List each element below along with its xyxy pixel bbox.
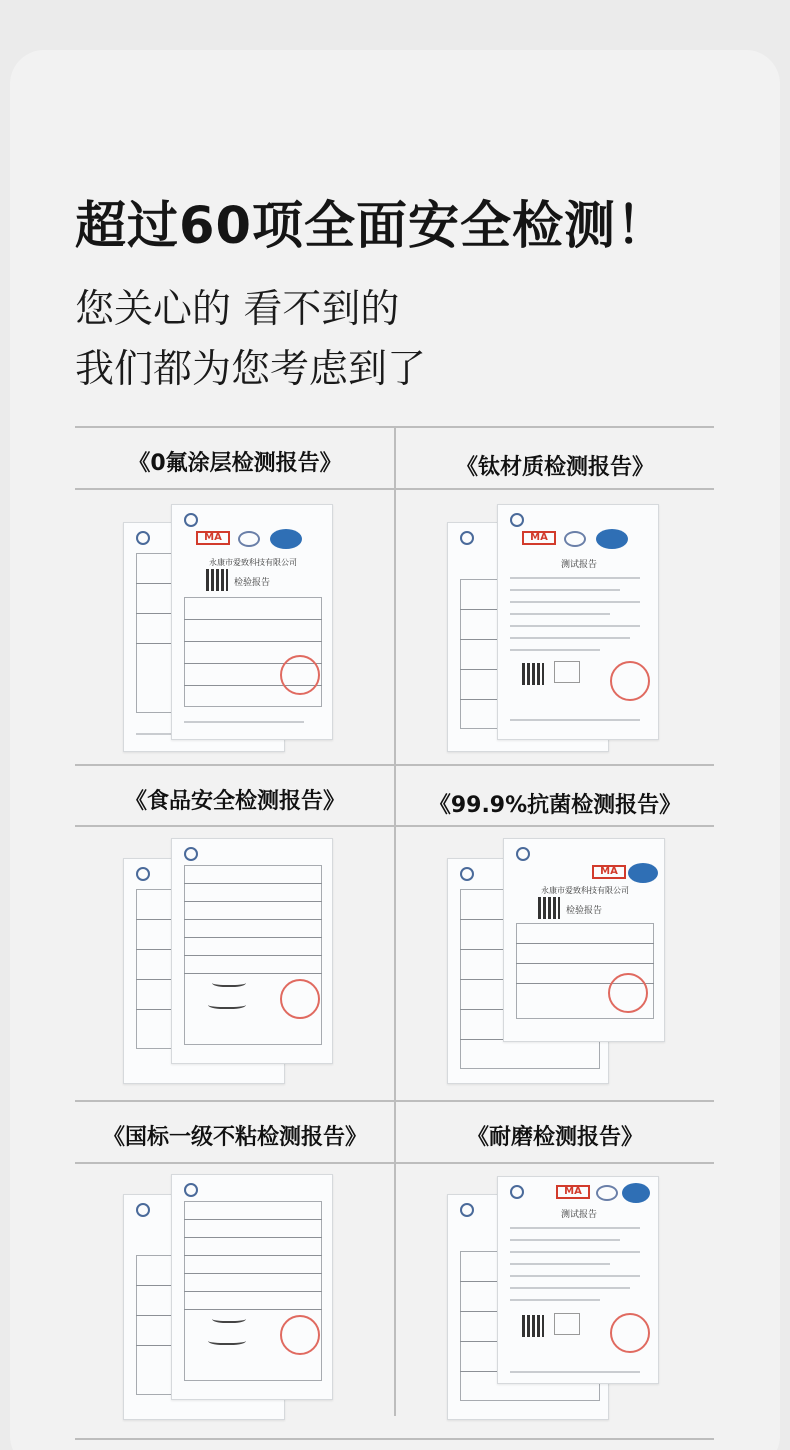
report-cell-wear-resistance — [395, 1100, 715, 1438]
report-document-front — [497, 1176, 659, 1384]
report-company: 永康市爱致科技有限公司 — [541, 886, 629, 895]
report-cell-fluorine — [75, 426, 395, 764]
cma-logo-icon: MA — [196, 531, 230, 545]
cma-logo-icon: MA — [556, 1185, 590, 1199]
signature — [208, 1335, 246, 1345]
signature — [212, 977, 246, 987]
report-title: 《食品安全检测报告》 — [124, 789, 345, 814]
report-document-front — [171, 504, 333, 740]
red-seal-icon — [608, 973, 648, 1013]
red-seal-icon — [280, 655, 320, 695]
report-document-front — [503, 838, 665, 1042]
cma-logo-icon: MA — [592, 865, 626, 879]
red-seal-icon — [280, 1315, 320, 1355]
report-title: 《99.9%抗菌检测报告》 — [428, 793, 682, 818]
report-title: 《耐磨检测报告》 — [466, 1125, 643, 1150]
globe-logo-icon — [184, 847, 198, 861]
qr-code-icon — [522, 663, 544, 685]
globe-logo-icon — [136, 531, 150, 545]
subheadline-2: 我们都为您考虑到了 — [75, 347, 427, 392]
report-doc-title: 测试报告 — [560, 560, 597, 570]
report-grid — [75, 426, 714, 1441]
report-title: 《钛材质检测报告》 — [455, 455, 654, 480]
report-document-front — [171, 1174, 333, 1400]
page-headline: 超过60项全面安全检测！ — [75, 197, 668, 256]
divider — [75, 1438, 714, 1440]
report-title: 《0氟涂层检测报告》 — [128, 451, 342, 476]
globe-logo-icon — [510, 513, 524, 527]
cnas-logo-icon — [622, 1183, 650, 1203]
report-cell-food-safety — [75, 764, 395, 1100]
subheadline-1: 您关心的 看不到的 — [75, 287, 400, 332]
red-seal-icon — [610, 1313, 650, 1353]
qr-code-icon — [522, 1315, 544, 1337]
globe-logo-icon — [460, 531, 474, 545]
globe-logo-icon — [136, 1203, 150, 1217]
report-doc-title: 检验报告 — [566, 906, 603, 916]
cnas-logo-icon — [270, 529, 302, 549]
ilac-logo-icon — [596, 1185, 618, 1201]
report-cell-antibacterial — [395, 764, 715, 1100]
globe-logo-icon — [516, 847, 530, 861]
ilac-logo-icon — [564, 531, 586, 547]
report-doc-title: 测试报告 — [560, 1210, 597, 1220]
report-cell-non-stick — [75, 1100, 395, 1438]
red-seal-icon — [280, 979, 320, 1019]
signature — [208, 999, 246, 1009]
signature — [212, 1313, 246, 1323]
globe-logo-icon — [184, 513, 198, 527]
red-seal-icon — [610, 661, 650, 701]
globe-logo-icon — [136, 867, 150, 881]
qr-code-icon — [538, 897, 560, 919]
stamp-box — [554, 661, 580, 683]
report-cell-titanium — [395, 426, 715, 764]
globe-logo-icon — [510, 1185, 524, 1199]
report-title: 《国标一级不粘检测报告》 — [102, 1125, 367, 1150]
cma-logo-icon: MA — [522, 531, 556, 545]
report-document-front — [497, 504, 659, 740]
stamp-box — [554, 1313, 580, 1335]
report-doc-title: 检验报告 — [234, 578, 271, 588]
report-company: 永康市爱致科技有限公司 — [209, 558, 297, 567]
cnas-logo-icon — [628, 863, 658, 883]
ilac-logo-icon — [238, 531, 260, 547]
report-document-front — [171, 838, 333, 1064]
qr-code-icon — [206, 569, 228, 591]
globe-logo-icon — [184, 1183, 198, 1197]
globe-logo-icon — [460, 1203, 474, 1217]
cnas-logo-icon — [596, 529, 628, 549]
globe-logo-icon — [460, 867, 474, 881]
